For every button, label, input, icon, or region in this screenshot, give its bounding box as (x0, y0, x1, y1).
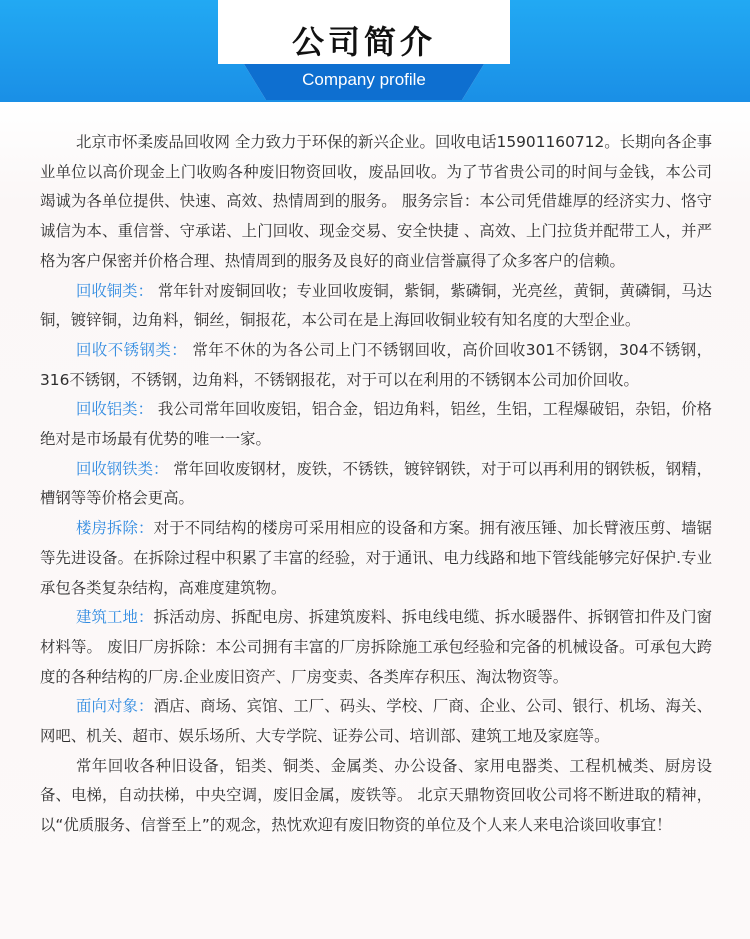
section-text: 酒店、商场、宾馆、工厂、码头、学校、厂商、企业、公司、银行、机场、海关、网吧、机关、超市、娱乐场所、大专学院、证券公司、培训部、建筑工地及家庭等。 (40, 697, 712, 746)
section-text: 拆活动房、拆配电房、拆建筑废料、拆电线电缆、拆水暖器件、拆钢管扣件及门窗材料等。 废旧厂房拆除：本公司拥有丰富的厂房拆除施工承包经验和完备的机械设备。可承包大跨度的各种结构的厂房.企业废旧资产、厂房变卖、各类库存积压、淘汰物资等。 (40, 608, 712, 686)
section-label: 楼房拆除： (76, 519, 154, 538)
section-label: 回收不锈钢类： (76, 340, 188, 359)
page-subtitle: Company profile (302, 70, 426, 89)
header-tab (218, 0, 510, 102)
section-label: 回收铜类： (76, 281, 153, 300)
section-construction-site (40, 603, 712, 692)
closing-paragraph: 常年回收各种旧设备，铝类、铜类、金属类、办公设备、家用电器类、工程机械类、厨房设备、电梯，自动扶梯，中央空调，废旧金属，废铁等。 北京天鼎物资回收公司将不断进取的精神，以“优质服务、信誉至上”的观念，热忱欢迎有废旧物资的单位及个人来人来电洽谈回收事宜！ (40, 756, 712, 835)
section-aluminum (40, 395, 712, 454)
section-text: 常年不休的为各公司上门不锈钢回收，高价回收301不锈钢，304不锈钢，316不锈钢，不锈钢，边角料，不锈钢报花，对于可以在利用的不锈钢本公司加价回收。 (40, 340, 712, 389)
section-label: 回收铝类： (76, 400, 153, 419)
header-banner (0, 0, 750, 102)
section-steel-iron (40, 455, 712, 514)
section-text: 对于不同结构的楼房可采用相应的设备和方案。拥有液压锤、加长臂液压剪、墙锯等先进设备。在拆除过程中积累了丰富的经验，对于通讯、电力线路和地下管线能够完好保护.专业承包各类复杂结构，高难度建筑物。 (40, 519, 712, 597)
section-copper (40, 277, 712, 336)
section-label: 建筑工地： (76, 608, 154, 627)
section-stainless-steel (40, 336, 712, 395)
company-profile-content (40, 128, 712, 841)
intro-paragraph: 北京市怀柔废品回收网 全力致力于环保的新兴企业。回收电话15901160712。长期向各企事业单位以高价现金上门收购各种废旧物资回收，废品回收。为了节省贵公司的时间与金钱，本公司竭诚为各单位提供、快速、高效、热情周到的服务。 服务宗旨：本公司凭借雄厚的经济实力、恪守诚信为本、重信誉、守承诺、上门回收、现金交易、安全快捷 、高效、上门拉货并配带工人，并严格为客户保密并价格合理、热情周到的服务及良好的商业信誉赢得了众多客户的信赖。 (40, 133, 712, 270)
page-title: 公司简介 (291, 23, 436, 61)
section-label: 面向对象： (76, 697, 154, 716)
section-text: 我公司常年回收废铝，铝合金，铝边角料，铝丝，生铝，工程爆破铝，杂铝，价格绝对是市场最有优势的唯一一家。 (40, 400, 712, 449)
section-text: 常年回收废钢材，废铁，不锈铁，镀锌钢铁，对于可以再利用的钢铁板，钢精，槽钢等等价格会更高。 (40, 459, 712, 508)
section-text: 常年针对废铜回收；专业回收废铜，紫铜，紫磷铜，光亮丝，黄铜，黄磷铜，马达铜，镀锌铜，边角料，铜丝，铜报花，本公司在是上海回收铜业较有知名度的大型企业。 (40, 281, 712, 330)
section-building-demolition (40, 514, 712, 603)
section-label: 回收钢铁类： (76, 459, 169, 478)
section-target-clients (40, 692, 712, 751)
